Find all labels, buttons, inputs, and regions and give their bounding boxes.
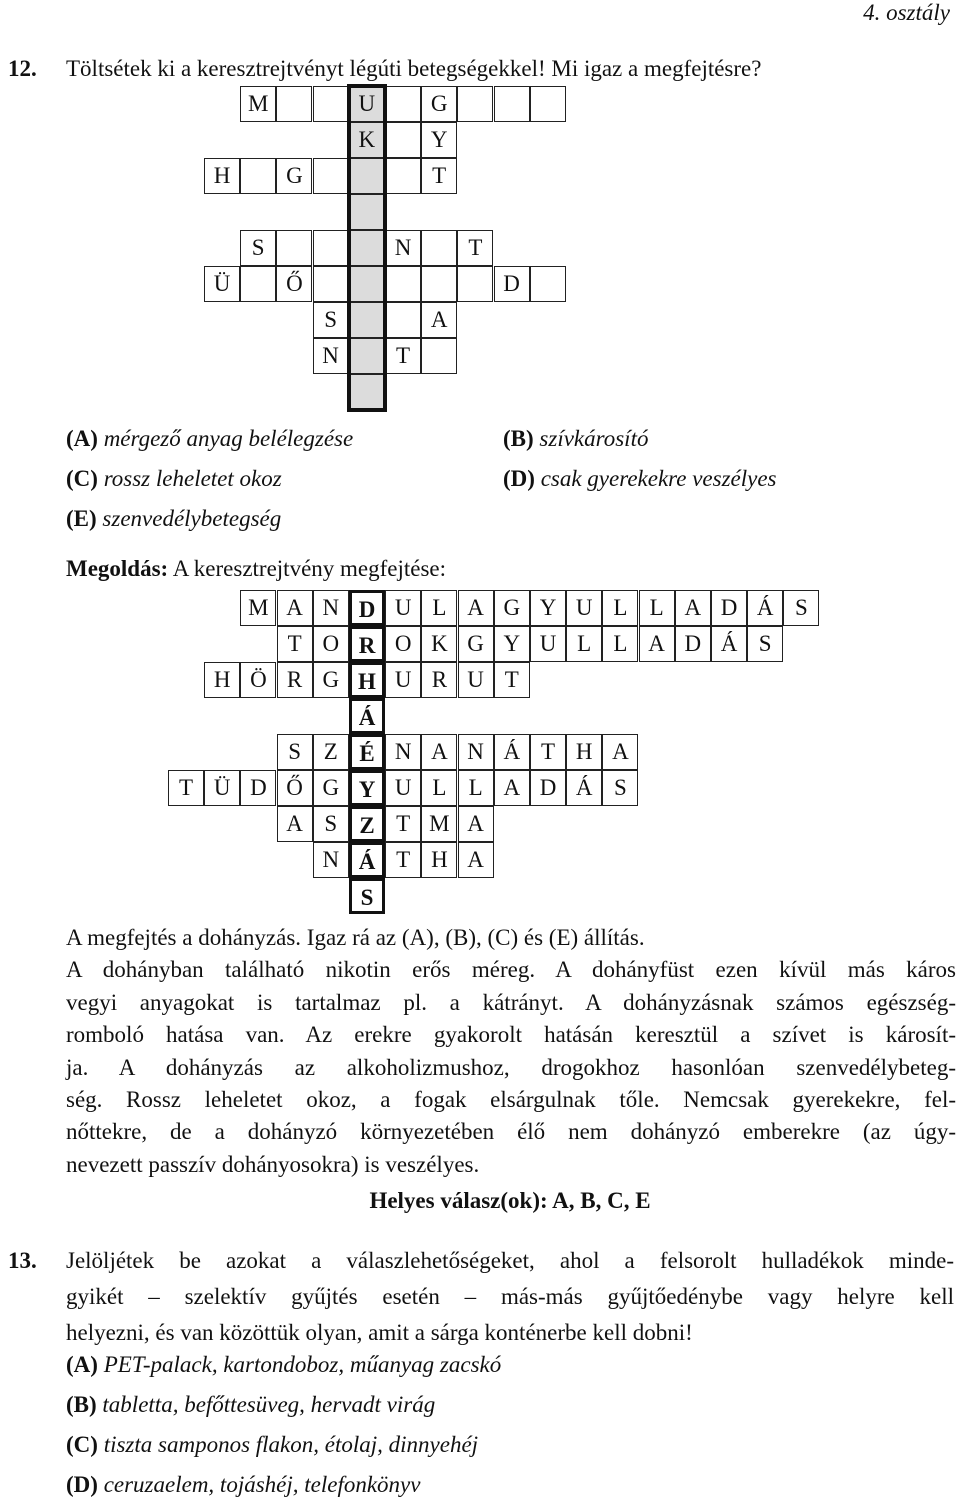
option-d: (D) csak gyerekekre veszélyes [503, 466, 777, 491]
solution-cell: L [421, 770, 457, 806]
solution-cell: D [711, 590, 747, 626]
explanation-line: vegyi anyagokat is tartalmaz pl. a kátrányt. A dohányzásnak számos egészség- [66, 989, 956, 1015]
q13-option-b[interactable]: (B) tabletta, befőttesüveg, hervadt virág [66, 1392, 436, 1417]
solution-cell: L [602, 626, 638, 662]
option-b: (B) szívkárosító [503, 426, 649, 451]
crossword-cell[interactable]: S [240, 230, 276, 266]
solution-cell: M [421, 806, 457, 842]
solution-cell: T [277, 626, 313, 662]
option-a: (A) mérgező anyag belélegzése [66, 426, 354, 451]
solution-cell: H [204, 662, 240, 698]
correct-answer: Helyes válasz(ok): A, B, C, E [369, 1188, 651, 1213]
solution-cell: N [458, 734, 494, 770]
crossword-cell[interactable]: Y [421, 122, 457, 158]
solution-cell: Á [349, 698, 385, 734]
explanation-line: romboló hatása van. Az erekre gyakorolt hatásán keresztül a szívet is károsít- [66, 1022, 956, 1048]
solution-cell: L [458, 770, 494, 806]
crossword-cell[interactable]: Ő [276, 266, 312, 302]
option-c: (C) rossz leheletet okoz [66, 466, 282, 491]
crossword-cell[interactable]: U [349, 86, 385, 122]
crossword-cell[interactable]: Ü [204, 266, 240, 302]
solution-cell: L [602, 590, 638, 626]
solution-cell: A [675, 590, 711, 626]
crossword-cell[interactable] [313, 86, 349, 122]
solution-cell: O [385, 626, 421, 662]
crossword-cell[interactable] [349, 374, 385, 410]
crossword-cell[interactable]: T [385, 338, 421, 374]
crossword-cell[interactable] [240, 266, 276, 302]
crossword-cell[interactable] [349, 338, 385, 374]
crossword-cell[interactable]: N [385, 230, 421, 266]
solution-cell: S [277, 734, 313, 770]
solution-cell: U [385, 590, 421, 626]
solution-cell: Á [349, 842, 385, 878]
crossword-cell[interactable] [421, 338, 457, 374]
solution-cell: D [530, 770, 566, 806]
crossword-cell[interactable] [276, 230, 312, 266]
solution-cell: L [421, 590, 457, 626]
question-12-number: 12. [8, 56, 37, 81]
solution-cell: R [277, 662, 313, 698]
solution-cell: T [530, 734, 566, 770]
solution-cell: Á [566, 770, 602, 806]
solution-cell: A [421, 734, 457, 770]
crossword-cell[interactable]: G [421, 86, 457, 122]
solution-cell: U [530, 626, 566, 662]
solution-cell: U [458, 662, 494, 698]
solution-cell: S [313, 806, 349, 842]
option-e: (E) szenvedélybetegség [66, 506, 282, 531]
crossword-cell[interactable] [421, 230, 457, 266]
crossword-cell[interactable] [349, 266, 385, 302]
crossword-cell[interactable]: D [494, 266, 530, 302]
solution-cell: Á [711, 626, 747, 662]
solution-heading: Megoldás: A keresztrejtvény megfejtése: [66, 556, 447, 581]
solution-cell: A [458, 806, 494, 842]
crossword-cell[interactable] [421, 266, 457, 302]
solution-cell: T [385, 806, 421, 842]
explanation-line: A dohányban található nikotin erős méreg. A dohányfüst ezen kívül más káros [66, 957, 956, 983]
question-13-line: gyikét – szelektív gyűjtés esetén – más-más gyűjtőedénybe vagy helyre kell [66, 1284, 954, 1309]
solution-cell: L [566, 626, 602, 662]
crossword-cell[interactable] [385, 158, 421, 194]
solution-cell: A [458, 842, 494, 878]
solution-cell: Y [349, 770, 385, 806]
solution-cell: T [168, 770, 204, 806]
crossword-cell[interactable]: G [276, 158, 312, 194]
solution-cell: G [313, 770, 349, 806]
solution-cell: A [458, 590, 494, 626]
crossword-cell[interactable] [385, 86, 421, 122]
solution-cell: N [313, 590, 349, 626]
solution-cell: O [313, 626, 349, 662]
solution-cell: S [602, 770, 638, 806]
crossword-cell[interactable]: T [421, 158, 457, 194]
solution-cell: A [494, 770, 530, 806]
solution-cell: Z [349, 806, 385, 842]
solution-cell: Y [494, 626, 530, 662]
crossword-cell[interactable] [349, 158, 385, 194]
solution-cell: Á [494, 734, 530, 770]
solution-cell: A [277, 590, 313, 626]
crossword-cell[interactable]: S [313, 302, 349, 338]
crossword-cell[interactable] [349, 230, 385, 266]
solution-cell: S [783, 590, 819, 626]
crossword-cell[interactable] [349, 194, 385, 230]
crossword-cell[interactable] [313, 230, 349, 266]
question-13-text [66, 1243, 954, 1351]
solution-cell: G [313, 662, 349, 698]
question-13-line: Jelöljétek be azokat a válaszlehetőségeket, ahol a felsorolt hulladékok minde- [66, 1248, 954, 1273]
solution-cell: U [385, 770, 421, 806]
explanation-line: ség. Rossz leheletet okoz, a fogak elsárgulnak tőle. Nemcsak gyerekekre, fel- [66, 1087, 956, 1113]
solution-cell: A [277, 806, 313, 842]
crossword-cell[interactable]: H [204, 158, 240, 194]
crossword-cell[interactable]: A [421, 302, 457, 338]
crossword-cell[interactable] [385, 266, 421, 302]
crossword-cell[interactable] [494, 86, 530, 122]
crossword-cell[interactable] [276, 86, 312, 122]
solution-cell: G [458, 626, 494, 662]
solution-cell: H [566, 734, 602, 770]
solution-cell: H [349, 662, 385, 698]
crossword-cell[interactable] [457, 86, 493, 122]
solution-cell: N [385, 734, 421, 770]
grade-label: 4. osztály [863, 0, 950, 25]
solution-cell: Á [747, 590, 783, 626]
crossword-cell[interactable]: M [240, 86, 276, 122]
solution-cell: Z [313, 734, 349, 770]
crossword-cell[interactable] [385, 122, 421, 158]
solution-cell: D [240, 770, 276, 806]
crossword-cell[interactable]: N [313, 338, 349, 374]
solution-cell: T [494, 662, 530, 698]
crossword-cell[interactable] [240, 158, 276, 194]
question-13-number: 13. [8, 1248, 37, 1273]
q13-option-c[interactable]: (C) tiszta samponos flakon, étolaj, dinnyehéj [66, 1432, 479, 1457]
solution-cell: U [385, 662, 421, 698]
solution-cell: A [602, 734, 638, 770]
solution-cell: T [385, 842, 421, 878]
solution-cell: É [349, 734, 385, 770]
q13-option-a[interactable]: (A) PET-palack, kartondoboz, műanyag zacskó [66, 1352, 502, 1377]
explanation-text [66, 922, 956, 1181]
crossword-cell[interactable]: K [349, 122, 385, 158]
crossword-cell[interactable] [349, 302, 385, 338]
solution-cell: S [747, 626, 783, 662]
q13-option-d[interactable]: (D) ceruzaelem, tojáshéj, telefonkönyv [66, 1472, 421, 1497]
solution-cell: Y [530, 590, 566, 626]
solution-cell: Ő [277, 770, 313, 806]
explanation-line: A megfejtés a dohányzás. Igaz rá az (A), (B), (C) és (E) állítás. [66, 925, 645, 950]
solution-cell: D [675, 626, 711, 662]
explanation-line: nevezett passzív dohányosokra) is veszélyes. [66, 1151, 480, 1177]
solution-cell: N [313, 842, 349, 878]
solution-cell: H [421, 842, 457, 878]
solution-cell: U [566, 590, 602, 626]
crossword-cell[interactable] [530, 266, 566, 302]
question-12-text: Töltsétek ki a keresztrejtvényt légúti betegségekkel! Mi igaz a megfejtésre? [66, 56, 762, 81]
crossword-cell[interactable] [385, 302, 421, 338]
solution-cell: A [639, 626, 675, 662]
solution-cell: Ü [204, 770, 240, 806]
explanation-line: ja. A dohányzás az alkoholizmushoz, drogokhoz hasonlóan szenvedélybeteg- [66, 1054, 956, 1080]
solution-cell: R [421, 662, 457, 698]
solution-cell: Ö [240, 662, 276, 698]
crossword-cell[interactable] [313, 158, 349, 194]
explanation-line: nőttekre, de a dohányzó környezetében élő nem dohányzó emberekre (az úgy- [66, 1119, 956, 1145]
crossword-cell[interactable] [457, 266, 493, 302]
solution-cell: M [240, 590, 276, 626]
question-13-line: helyezni, és van közöttük olyan, amit a sárga konténerbe kell dobni! [66, 1320, 693, 1345]
solution-cell: K [421, 626, 457, 662]
solution-cell: L [639, 590, 675, 626]
crossword-cell[interactable]: T [457, 230, 493, 266]
solution-cell: S [349, 878, 385, 914]
solution-cell: D [349, 590, 385, 626]
crossword-cell[interactable] [313, 266, 349, 302]
solution-cell: G [494, 590, 530, 626]
solution-cell: R [349, 626, 385, 662]
crossword-cell[interactable] [530, 86, 566, 122]
